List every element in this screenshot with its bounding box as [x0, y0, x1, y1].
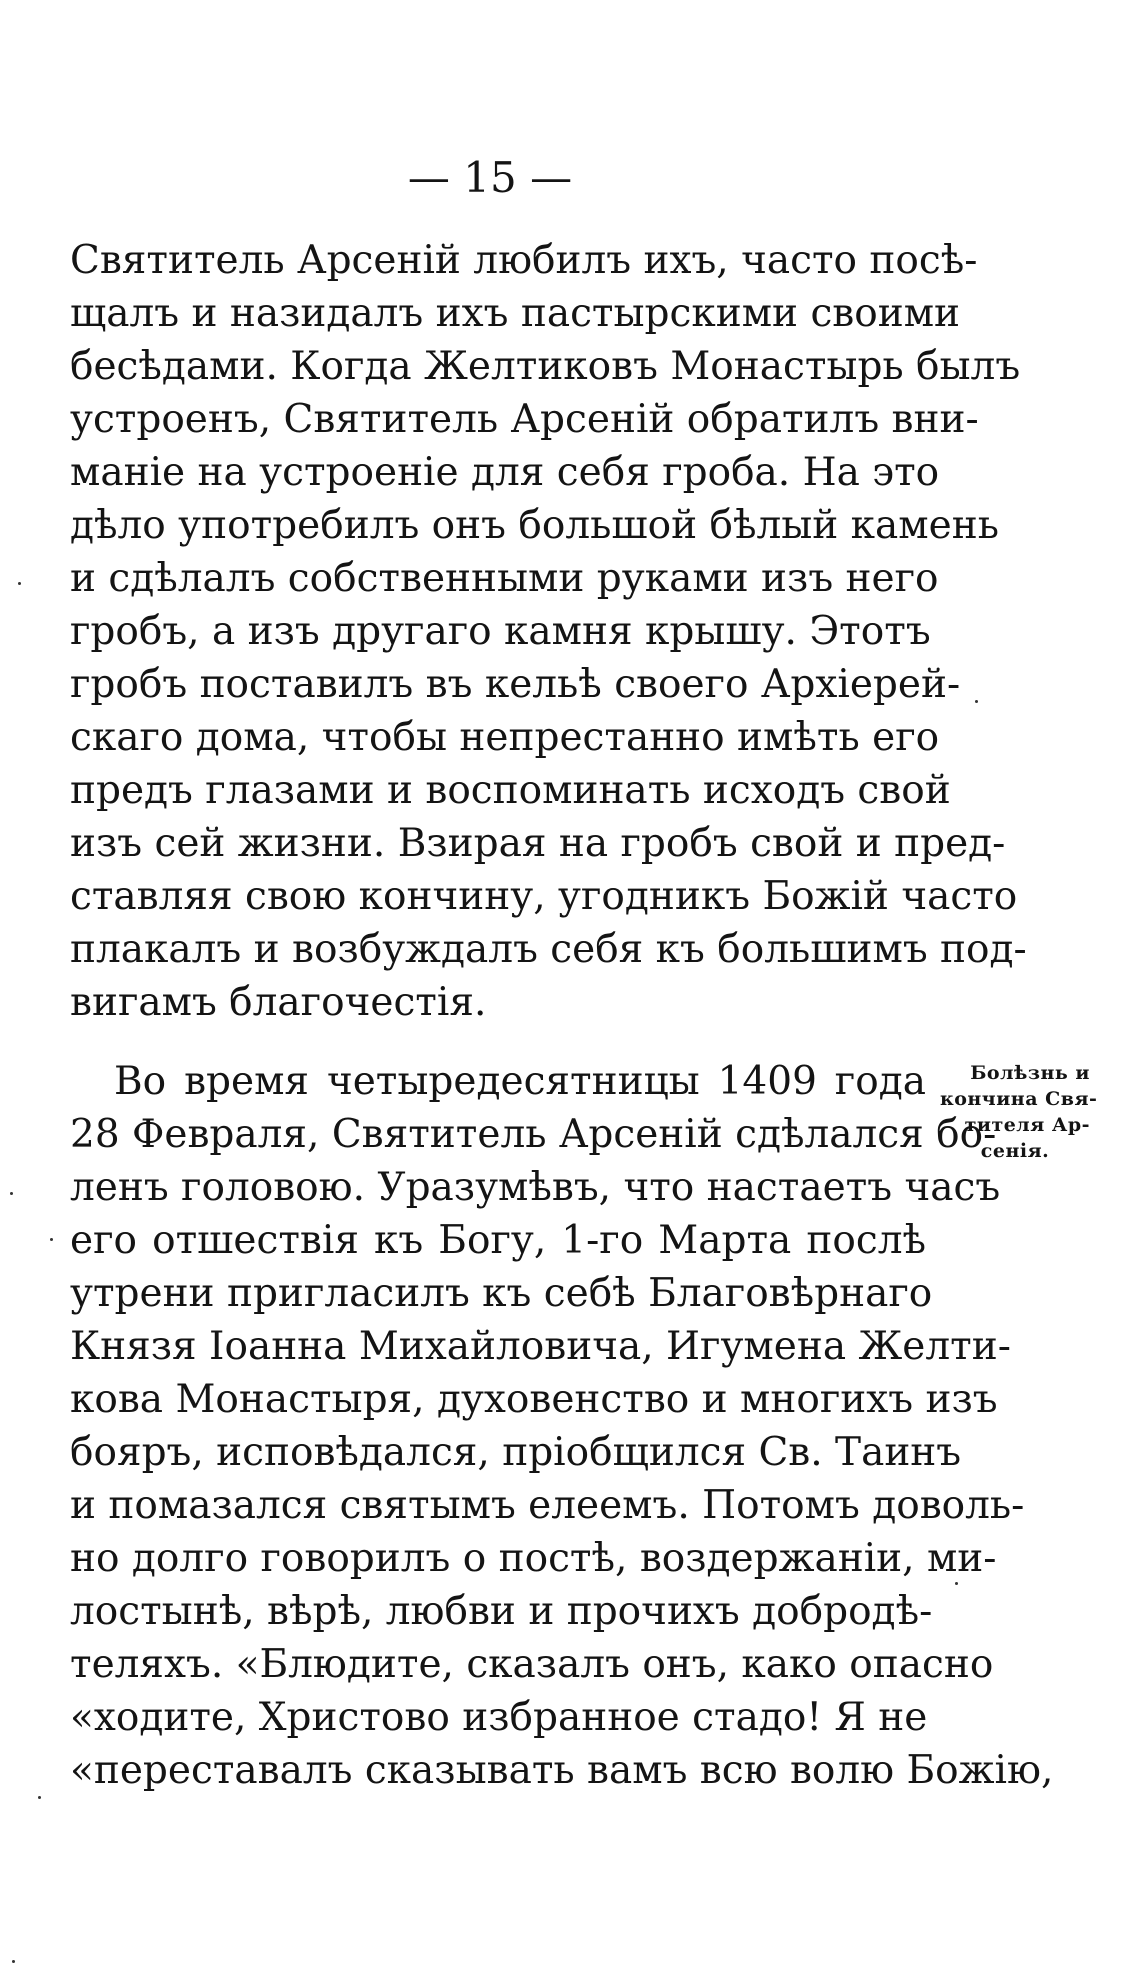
text-line: вигамъ благочестiя.	[70, 980, 487, 1025]
print-speck	[50, 1238, 53, 1241]
text-line: плакалъ и возбуждалъ себя къ большимъ под-	[70, 927, 1027, 972]
text-line: бесѣдами. Когда Желтиковъ Монастырь былъ	[70, 344, 1021, 389]
text-line: ленъ головою. Уразумѣвъ, что настаетъ часъ	[70, 1165, 1001, 1210]
text-line: кова Монастыря, духовенство и многихъ изъ	[70, 1377, 998, 1422]
text-line: Во время четыредесятницы 1409 года	[114, 1059, 926, 1104]
margin-note-line: кончина Свя-	[940, 1088, 1098, 1110]
text-line: его отшествiя къ Богу, 1-го Марта послѣ	[70, 1218, 926, 1263]
text-line: Святитель Арсенiй любилъ ихъ, часто посѣ-	[70, 238, 978, 283]
text-line: предъ глазами и воспоминать исходъ свой	[70, 768, 951, 813]
text-line: «переставалъ сказывать вамъ всю волю Божiю,	[70, 1748, 1054, 1793]
text-line: гробъ поставилъ въ кельѣ своего Архiерей-	[70, 662, 961, 707]
print-speck	[975, 700, 978, 703]
text-line: «ходите, Христово избранное стадо! Я не	[70, 1695, 928, 1740]
text-line: бояръ, исповѣдался, прiобщился Св. Таинъ	[70, 1430, 962, 1475]
text-line: 28 Февраля, Святитель Арсенiй сдѣлался бо-	[70, 1112, 997, 1157]
margin-note-line: сенiя.	[980, 1140, 1050, 1162]
text-line: щалъ и назидалъ ихъ пастырскими своими	[70, 291, 961, 336]
text-line: гробъ, а изъ другаго камня крышу. Этотъ	[70, 609, 931, 654]
margin-note-line: тителя Ар-	[964, 1114, 1090, 1136]
paragraph-1	[70, 234, 1027, 1029]
margin-note	[940, 1060, 1098, 1164]
page-number: — 15 —	[407, 153, 573, 202]
text-line: но долго говорилъ о постѣ, воздержанiи, ми-	[70, 1536, 997, 1581]
text-line: устроенъ, Святитель Арсенiй обратилъ вни-	[70, 397, 979, 442]
text-line: утрени пригласилъ къ себѣ Благовѣрнаго	[70, 1271, 933, 1316]
print-speck	[10, 1192, 13, 1195]
margin-note-line: Болѣзнь и	[970, 1062, 1090, 1084]
text-line: и сдѣлалъ собственными руками изъ него	[70, 556, 939, 601]
print-speck	[18, 582, 21, 585]
text-line: и помазался святымъ елеемъ. Потомъ доволь-	[70, 1483, 1025, 1528]
print-speck	[12, 1960, 15, 1963]
text-line: изъ сей жизни. Взирая на гробъ свой и пред-	[70, 821, 1006, 866]
text-line: ставляя свою кончину, угодникъ Божiй часто	[70, 874, 1018, 919]
text-line: теляхъ. «Блюдите, сказалъ онъ, како опасно	[70, 1642, 994, 1687]
text-line: скаго дома, чтобы непрестанно имѣть его	[70, 715, 940, 760]
text-line: Князя Iоанна Михайловича, Игумена Желти-	[70, 1324, 1011, 1369]
text-line: лостынѣ, вѣрѣ, любви и прочихъ добродѣ-	[70, 1589, 933, 1634]
text-line: дѣло употребилъ онъ большой бѣлый камень	[70, 503, 999, 548]
print-speck	[38, 1796, 41, 1799]
print-speck	[955, 1582, 958, 1585]
text-line: манiе на устроенiе для себя гроба. На это	[70, 450, 940, 495]
